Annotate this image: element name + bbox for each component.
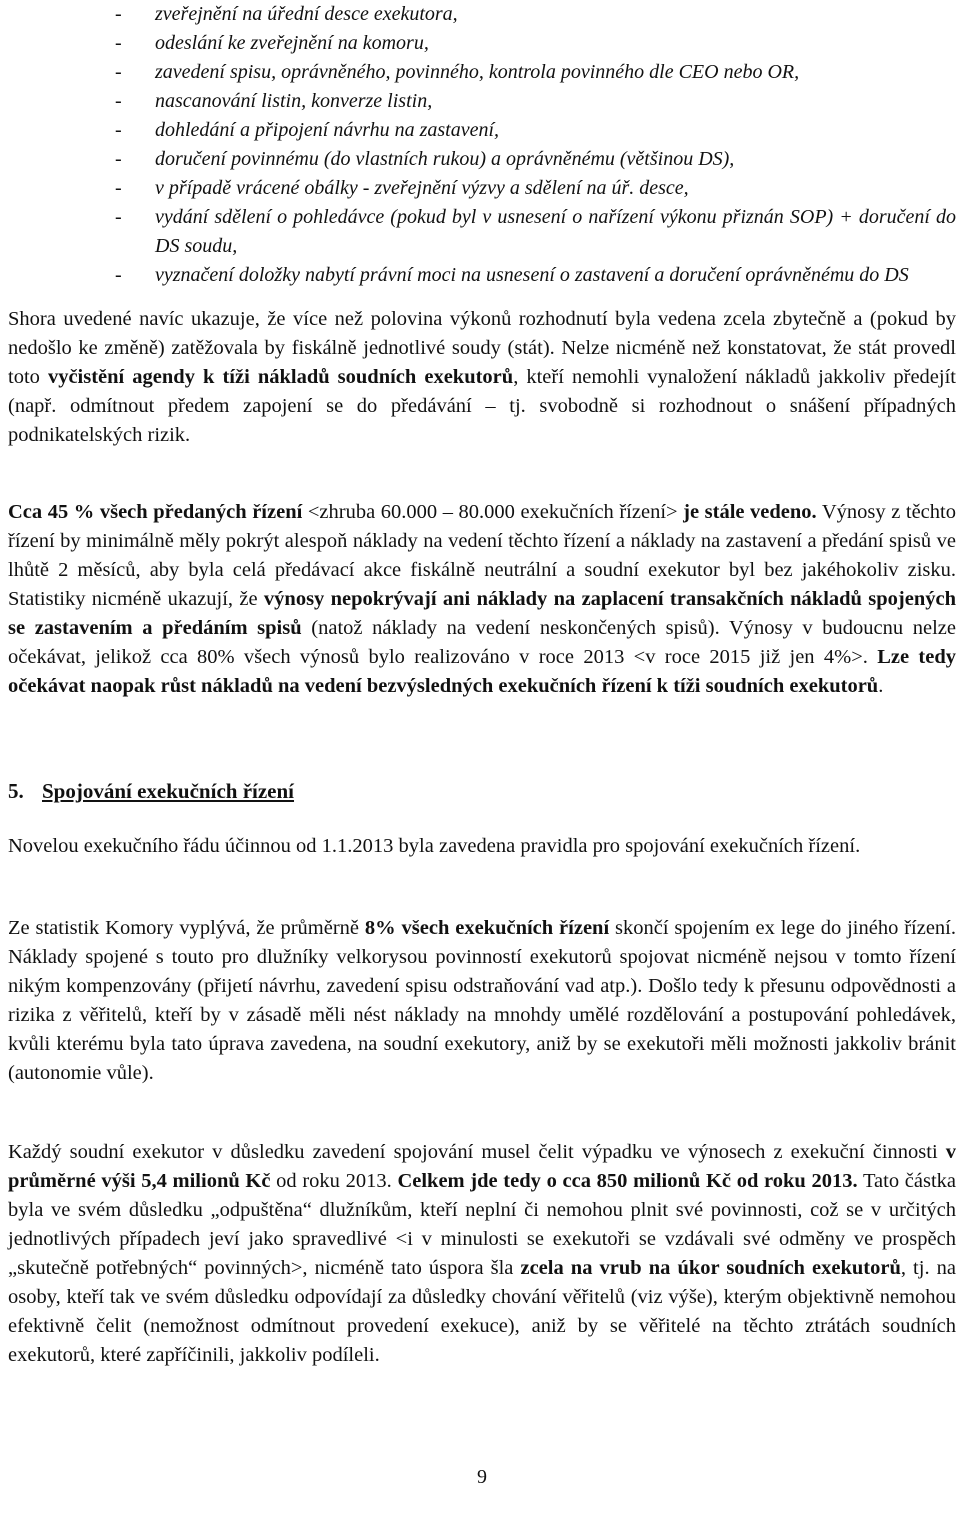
list-item-text: v případě vrácené obálky - zveřejnění výzvy a sdělení na úř. desce,: [155, 177, 689, 199]
list-item: [8, 174, 956, 203]
section-heading: [8, 777, 294, 806]
paragraph-text: Ze statistik Komory vyplývá, že průměrně: [8, 917, 365, 939]
paragraph-text: , kteří nemohli vynaložení nákladů jakkoliv předejít (např. odmítnout předem zapojení se do předávání – tj. svobodně si rozhodnout o snášení případných podnikatelských rizik.: [8, 366, 956, 446]
list-item: [8, 203, 956, 261]
paragraph-bold: vyčistění agendy k tíži nákladů soudních exekutorů: [47, 366, 514, 388]
paragraph-novel: [8, 832, 956, 861]
paragraph-bold: 8% všech exekučních řízení: [364, 917, 610, 939]
section-title: Spojování exekučních řízení: [42, 779, 295, 803]
paragraph-text: od roku 2013.: [270, 1170, 398, 1192]
paragraph-text: <zhruba 60.000 – 80.000 exekučních řízení>: [302, 501, 684, 523]
paragraph-text: , tj. na osoby, kteří tak ve svém důsledku odpovídají za důsledky chování věřitelů (viz výše), kterým objektivně nemohou efektivně čelit (nemožnost odmítnout provedení exekuce), aniž by se věřitelé na těchto ztrátách soudních exekutorů, které zapříčinili, jakkoliv podíleli.: [8, 1257, 956, 1366]
list-item-text: doručení povinnému (do vlastních rukou) a oprávněnému (většinou DS),: [155, 148, 735, 170]
paragraph-bold: výnosy nepokrývají ani náklady na zaplacení transakčních nákladů spojených se zastavením a předáním spisů: [8, 588, 956, 639]
paragraph-text: Shora uvedené navíc ukazuje, že více než polovina výkonů rozhodnutí byla vedena zcela zbytečně a (pokud by nedošlo ke změně) zatěžovala by fiskálně jednotlivé soudy (stát). Nelze nicméně než konstatovat, že stát provedl toto: [8, 308, 956, 388]
bullet-dash: -: [115, 90, 122, 112]
list-item: [8, 145, 956, 174]
paragraph-text: .: [878, 675, 884, 697]
paragraph-text: Tato částka byla ve svém důsledku „odpuštěna“ dlužníkům, kteří neplní či nemohou plnit své povinnosti, což se v určitých jednotlivých případech jeví jako spravedlivé <i v minulosti se exekutoři se vzdávali své odměny ve prospěch „skutečně potřebných“ povinných>, nicméně tato úspora šla: [8, 1170, 956, 1279]
list-item-text: nascanování listin, konverze listin,: [155, 90, 433, 112]
bullet-dash: -: [115, 177, 122, 199]
list-item: [8, 116, 956, 145]
list-item-text: vyznačení doložky nabytí právní moci na usnesení o zastavení a doručení oprávněnému do DS: [155, 264, 909, 286]
paragraph-agenda-cleanup: [8, 305, 956, 450]
list-item-text: vydání sdělení o pohledávce (pokud byl v usnesení o nařízení výkonu přiznán SOP) + doručení do DS soudu,: [155, 206, 956, 257]
list-item: [8, 58, 956, 87]
paragraph-statistics: [8, 914, 956, 1088]
bullet-dash: -: [115, 264, 122, 286]
bullet-dash: -: [115, 3, 122, 25]
list-item: [8, 261, 956, 290]
paragraph-revenue-loss: [8, 1138, 956, 1370]
paragraph-bold: v průměrné výši 5,4 milionů Kč: [8, 1141, 956, 1192]
list-item-text: zveřejnění na úřední desce exekutora,: [155, 3, 458, 25]
bullet-dash: -: [115, 119, 122, 141]
paragraph-transferred-proceedings: [8, 498, 956, 701]
section-number: 5.: [8, 779, 24, 803]
list-item-text: zavedení spisu, oprávněného, povinného, kontrola povinného dle CEO nebo OR,: [155, 61, 800, 83]
bullet-dash: -: [115, 206, 122, 228]
paragraph-bold: je stále vedeno.: [683, 501, 817, 523]
bullet-dash: -: [115, 148, 122, 170]
paragraph-bold: Cca 45 % všech předaných řízení: [8, 501, 303, 523]
paragraph-bold: Celkem jde tedy o cca 850 milionů Kč od roku 2013.: [397, 1170, 858, 1192]
paragraph-text: (natož náklady na vedení neskončených spisů). Výnosy v budoucnu nelze očekávat, jelikož cca 80% všech výnosů bylo realizováno v roce 2013 <v roce 2015 již jen 4%>.: [8, 617, 956, 668]
bullet-dash: -: [115, 61, 122, 83]
paragraph-bold: Lze tedy očekávat naopak růst nákladů na vedení bezvýsledných exekučních řízení k tíži soudních exekutorů: [8, 646, 956, 697]
list-item-text: odeslání ke zveřejnění na komoru,: [155, 32, 429, 54]
paragraph-text: Každý soudní exekutor v důsledku zavedení spojování musel čelit výpadku ve výnosech z exekuční činnosti: [8, 1141, 946, 1163]
list-item-text: dohledání a připojení návrhu na zastavení,: [155, 119, 500, 141]
paragraph-text: skončí spojením ex lege do jiného řízení. Náklady spojené s touto pro dlužníky velkorysou povinností exekutorů spojovat nicméně nejsou v tomto řízení nikým kompenzovány (přijetí návrhu, zavedení spisu odstraňování vad atp.). Došlo tedy k přesunu odpovědnosti a rizika z věřitelů, kteří by v zásadě měli nést náklady na mnohdy umělé rozdělování a postupování pohledávek, kvůli kterému byla tato úprava zavedena, na soudní exekutory, aniž by se exekutoři měli možnosti jakkoliv bránit (autonomie vůle).: [8, 917, 956, 1084]
paragraph-text: Výnosy z těchto řízení by minimálně měly pokrýt alespoň náklady na vedení těchto řízení a náklady na zastavení a předání spisů ve lhůtě 2 měsíců, aby byla celá předávací akce fiskálně neutrální a soudní exekutor byl bez jakéhokoliv zisku. Statistiky nicméně ukazují, že: [8, 501, 956, 610]
paragraph-text: Novelou exekučního řádu účinnou od 1.1.2013 byla zavedena pravidla pro spojování exekučních řízení.: [8, 835, 861, 857]
bullet-dash: -: [115, 32, 122, 54]
bullet-list: [8, 0, 956, 290]
list-item: [8, 29, 956, 58]
page-number: 9: [477, 1466, 487, 1488]
list-item: [8, 0, 956, 29]
list-item: [8, 87, 956, 116]
paragraph-bold: zcela na vrub na úkor soudních exekutorů: [520, 1257, 901, 1279]
